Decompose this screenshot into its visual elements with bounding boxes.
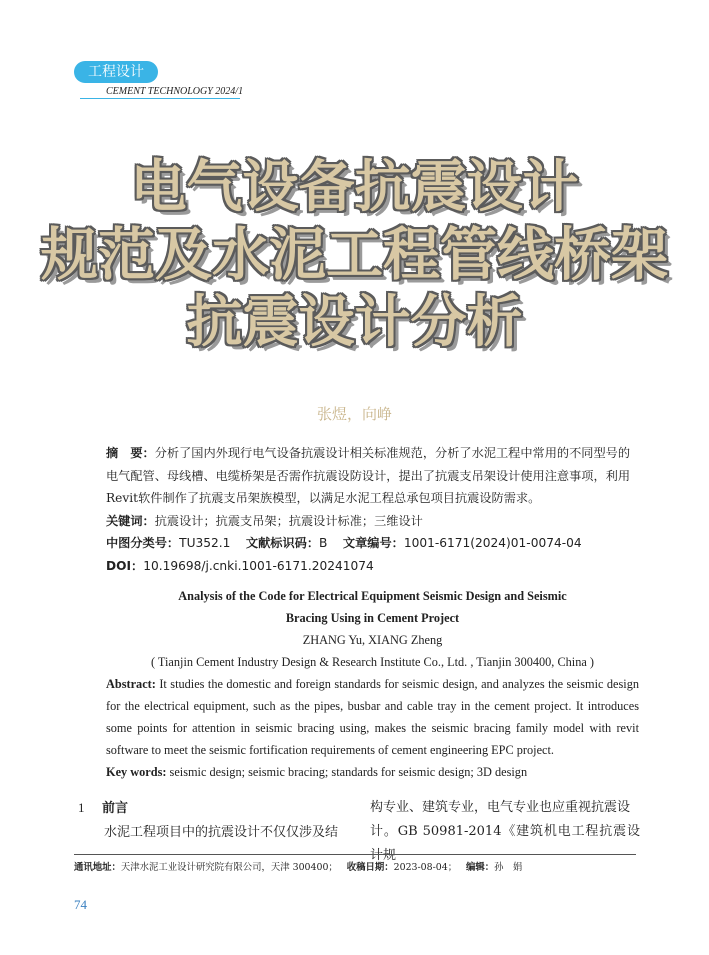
doi-line [106,555,639,578]
clc-value: TU352.1 [179,536,231,550]
body-paragraph-left: 水泥工程项目中的抗震设计不仅仅涉及结 [104,825,339,840]
footnote [74,859,636,873]
chinese-abstract-block [106,442,639,577]
keywords-cn-text: 抗震设计；抗震支吊架；抗震设计标准；三维设计 [154,513,423,528]
clc-label: 中图分类号： [106,536,180,550]
english-affiliation: ( Tianjin Cement Industry Design & Research Institute Co., Ltd. , Tianjin 300400, China ) [150,655,594,669]
doi-label: DOI： [106,558,144,573]
english-abstract-text: It studies the domestic and foreign standards for seismic design, and analyzes the seismic design for the electrical equipment, such as the pipes, busbar and cable tray in the cement project. It introduces some points for attention in seismic bracing using, makes the seismic bracing family model with revit software to meet the seismic fortification requirements of cement engineering EPC project. [106,677,640,757]
abstract-cn [106,442,639,510]
body-line-right-2: 计。GB 50981-2014《建筑机电工程抗震设计规 [370,824,640,863]
section-title: 前言 [102,801,129,816]
received-date-value: 2023-08-04； [393,862,458,873]
page-number: 74 [74,897,87,912]
doi-value[interactable]: 10.19698/j.cnki.1001-6171.20241074 [143,558,374,573]
title-line-3: 抗震设计分析 [186,290,523,355]
section-number: 1 [78,800,85,815]
keywords-cn-label: 关键词： [106,513,155,528]
english-abstract-label: Abstract: [106,677,156,691]
header-rule [80,98,240,99]
article-number-label: 文章编号： [342,536,404,550]
doc-code-value: B [319,536,328,550]
english-keywords-label: Key words: [106,765,167,779]
doc-code-label: 文献标识码： [245,536,320,550]
column-tag: 工程设计 [74,61,158,83]
abstract-cn-text: 分析了国内外现行电气设备抗震设计相关标准规范，分析了水泥工程中常用的不同型号的电气配管、母线槽、电缆桥架是否需作抗震设防设计，提出了抗震支吊架设计使用注意事项，利用Revit软件制作了抗震支吊架族模型，以满足水泥工程总承包项目抗震设防需求。 [106,446,631,505]
article-title [0,155,709,362]
editor-label: 编辑： [466,862,495,873]
received-date-label: 收稿日期： [346,862,394,873]
address-label: 通讯地址： [74,862,121,873]
title-line-2: 规范及水泥工程管线桥架 [41,222,668,288]
english-title-line-2: Bracing Using in Cement Project [285,611,460,625]
english-title-line-1: Analysis of the Code for Electrical Equipment Seismic Design and Seismic [178,589,567,603]
body-column-left [78,796,358,845]
classification-line [106,532,639,555]
english-keywords-text: seismic design; seismic bracing; standards for seismic design; 3D design [169,765,528,779]
english-abstract-block [106,585,639,783]
journal-name: CEMENT TECHNOLOGY 2024/1 [106,86,244,97]
editor-value: 孙 娟 [494,862,523,873]
english-keywords [106,761,639,783]
english-authors: ZHANG Yu, XIANG Zheng [302,633,443,647]
article-number-value: 1001-6171(2024)01-0074-04 [403,536,582,550]
body-column-right [370,796,640,868]
keywords-cn [106,510,639,533]
address-value: 天津水泥工业设计研究院有限公司，天津 300400； [120,862,338,873]
english-abstract [106,673,639,761]
abstract-cn-label: 摘 要： [106,446,155,460]
title-line-1: 电气设备抗震设计 [130,155,579,220]
footnote-rule [74,854,636,855]
body-line-right-1: 构专业、建筑专业，电气专业也应重视抗震设 [370,800,631,815]
authors: 张煜，向峥 [316,405,392,423]
section-heading [78,796,358,821]
